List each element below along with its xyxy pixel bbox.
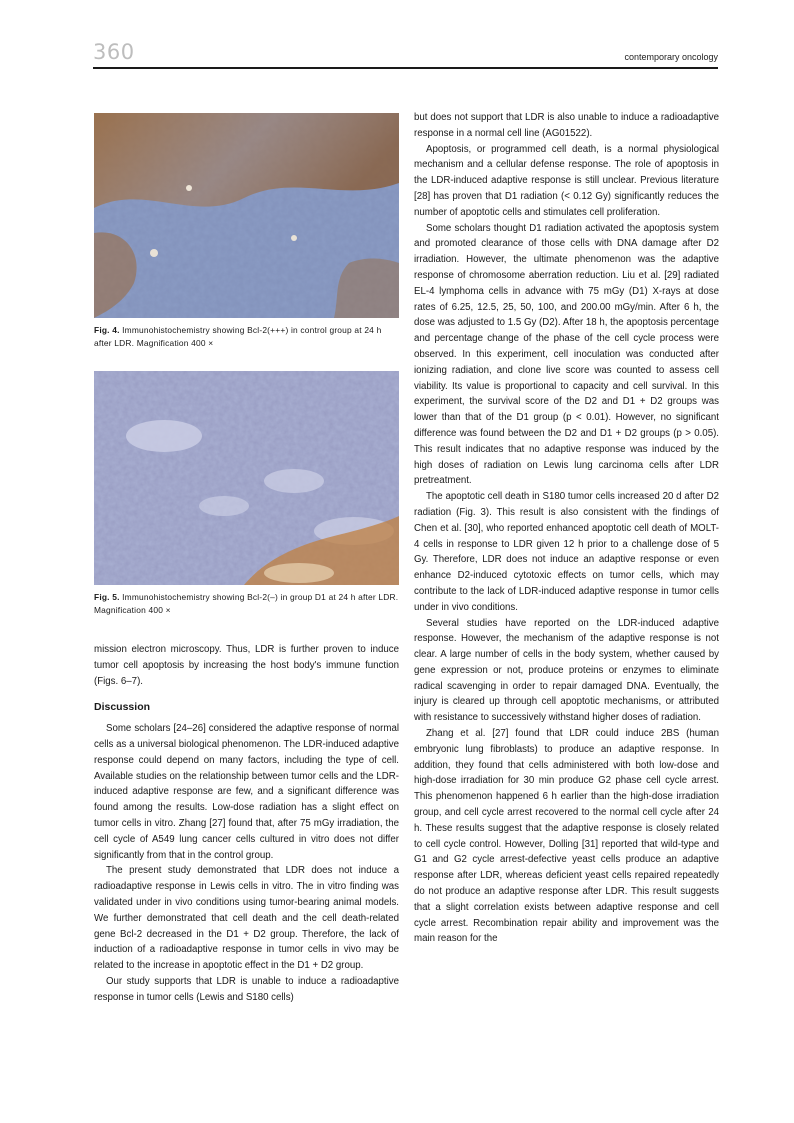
left-column (94, 642, 399, 1006)
paragraph: Zhang et al. [27] found that LDR could induce 2BS (human embryonic lung fibroblasts) to produce an adaptive response. In addition, they found that cells administered with both low-dose and high-dose irradiation for 30 min produce G2 phase cell cycle arrest. This phenomenon happened 6 h earlier than the high-dose irradiation group, and cell cycle arrest recovered to the normal cell cycle after 24 h. These results suggest that the adaptive response is closely related to cell cycle control. However, Dolling [31] reported that wild-type and G1 and G2 cycle arrest-defective yeast cells produce an adaptive response after LDR, whereas deficient yeast cells repaired repeatedly do not produce an adaptive response after LDR. This result suggests that a slight correlation exists between adaptive response and cell cycle arrest. Recombination repair ability and improvement was the main reason for the (414, 728, 719, 945)
figure-5-caption (94, 591, 399, 617)
paragraph: Our study supports that LDR is unable to induce a radioadaptive response in tumor cells (Lewis and S180 cells) (94, 975, 399, 1003)
paragraph: The apoptotic cell death in S180 tumor cells increased 20 d after D2 radiation (Fig. 3). This result is also consistent with the findings of Chen et al. [30], who reported enhanced apoptotic cell death of MOLT-4 cells in response to LDR given 12 h prior to a challenge dose of 5 Gy. Therefore, LDR does not induce an adaptive response or even enhance D2-induced cytotoxic effects on tumor cells, which may contribute to the lack of LDR-induced adaptive response in tumor cells under in vivo conditions. (414, 491, 719, 613)
micrograph-image (94, 113, 399, 318)
figure-5 (94, 371, 399, 617)
right-column (414, 110, 719, 947)
paragraph: Apoptosis, or programmed cell death, is a normal physiological mechanism and a cellular defense response. The role of apoptosis in the LDR-induced adaptive response is still unclear. Previous literature [28] has proven that D1 radiation (< 0.12 Gy) significantly reduces the number of apoptotic cells and stimulates cell proliferation. (414, 143, 719, 218)
figure-4-text: Immunohistochemistry showing Bcl-2(+++) in control group at 24 h after LDR. Magnification 400 × (94, 325, 382, 348)
micrograph-image (94, 371, 399, 585)
figure-4 (94, 113, 399, 350)
paragraph: mission electron microscopy. Thus, LDR is further proven to induce tumor cell apoptosis by increasing the host body's immune function (Figs. 6–7). (94, 644, 399, 687)
figure-5-text: Immunohistochemistry showing Bcl-2(–) in group D1 at 24 h after LDR. Magnification 400 × (94, 592, 399, 615)
section-heading-discussion: Discussion (94, 701, 151, 714)
header-rule (93, 67, 718, 69)
figure-4-label: Fig. 4. (94, 325, 120, 335)
paragraph: Several studies have reported on the LDR-induced adaptive response. However, the mechanism of the adaptive response is not clear. A large number of cells in the body system, whether caused by gene expression or not, produce proteins or enzymes to eliminate radical scavenging in order to repair damaged DNA. Eventually, the injury is cleared up through cell apoptotic mechanisms, or attributed with resistance to successively withstand higher doses of radiation. (414, 617, 719, 724)
paragraph: but does not support that LDR is also unable to induce a radioadaptive response in a normal cell line (AG01522). (414, 112, 719, 139)
figure-4-caption (94, 324, 399, 350)
paragraph: Some scholars thought D1 radiation activated the apoptosis system and promoted clearance of those cells with DNA damage after D2 irradiation. However, the ultimate phenomenon was the adaptive response of chromosome aberration reduction. Liu et al. [29] radiated EL-4 lymphoma cells in advance with 75 mGy (D1) X-rays at dose rates of 6.25, 12.5, 25, 50, 100, and 200.00 mGy/min. After 6 h, the dose was adjusted to 1.5 Gy (D2). After 18 h, the apoptosis percentage and percentage change of the phase of the cell cycle process were observed. In this experiment, cell inoculation was conducted after ionizing radiation, and clone live score was counted to assess cell viability. Its value is proportional to capacity and cell survival. In this experiment, the survival score of the D2 and D1 + D2 groups was lower than that of the D1 group (p < 0.01). However, no significant difference was found between the D2 and D1 + D2 groups (p > 0.05). This result indicates that no adaptive response was induced by the high doses of radiation on Lewis lung carcinoma cells after LDR pretreatment. (414, 222, 719, 487)
page-number: 360 (93, 40, 135, 64)
paragraph: The present study demonstrated that LDR does not induce a radioadaptive response in Lewis cells in vitro. The in vitro finding was validated under in vivo conditions using tumor-bearing animal models. We further demonstrated that cell death and the cell death-related gene Bcl-2 decreased in the D1 + D2 group. Therefore, the lack of induction of a radioadaptive response in tumor cells in vivo may be related to the increase in apoptotic effect in the D1 + D2 group. (94, 865, 399, 972)
paragraph: Some scholars [24–26] considered the adaptive response of normal cells as a universal biological phenomenon. The LDR-induced adaptive response could depend on many factors, including the type of cell. Available studies on the relationship between tumor cells and the LDR-induced adaptive response are few, and a significant difference was found among the results. Low-dose radiation has a slight effect on tumor cells in vitro. Zhang [27] found that, after 75 mGy irradiation, the cell cycle of A549 lung cancer cells cultured in vitro does not differ significantly from that in the control group. (94, 723, 399, 861)
figure-5-label: Fig. 5. (94, 592, 120, 602)
journal-name: contemporary oncology (624, 52, 718, 62)
